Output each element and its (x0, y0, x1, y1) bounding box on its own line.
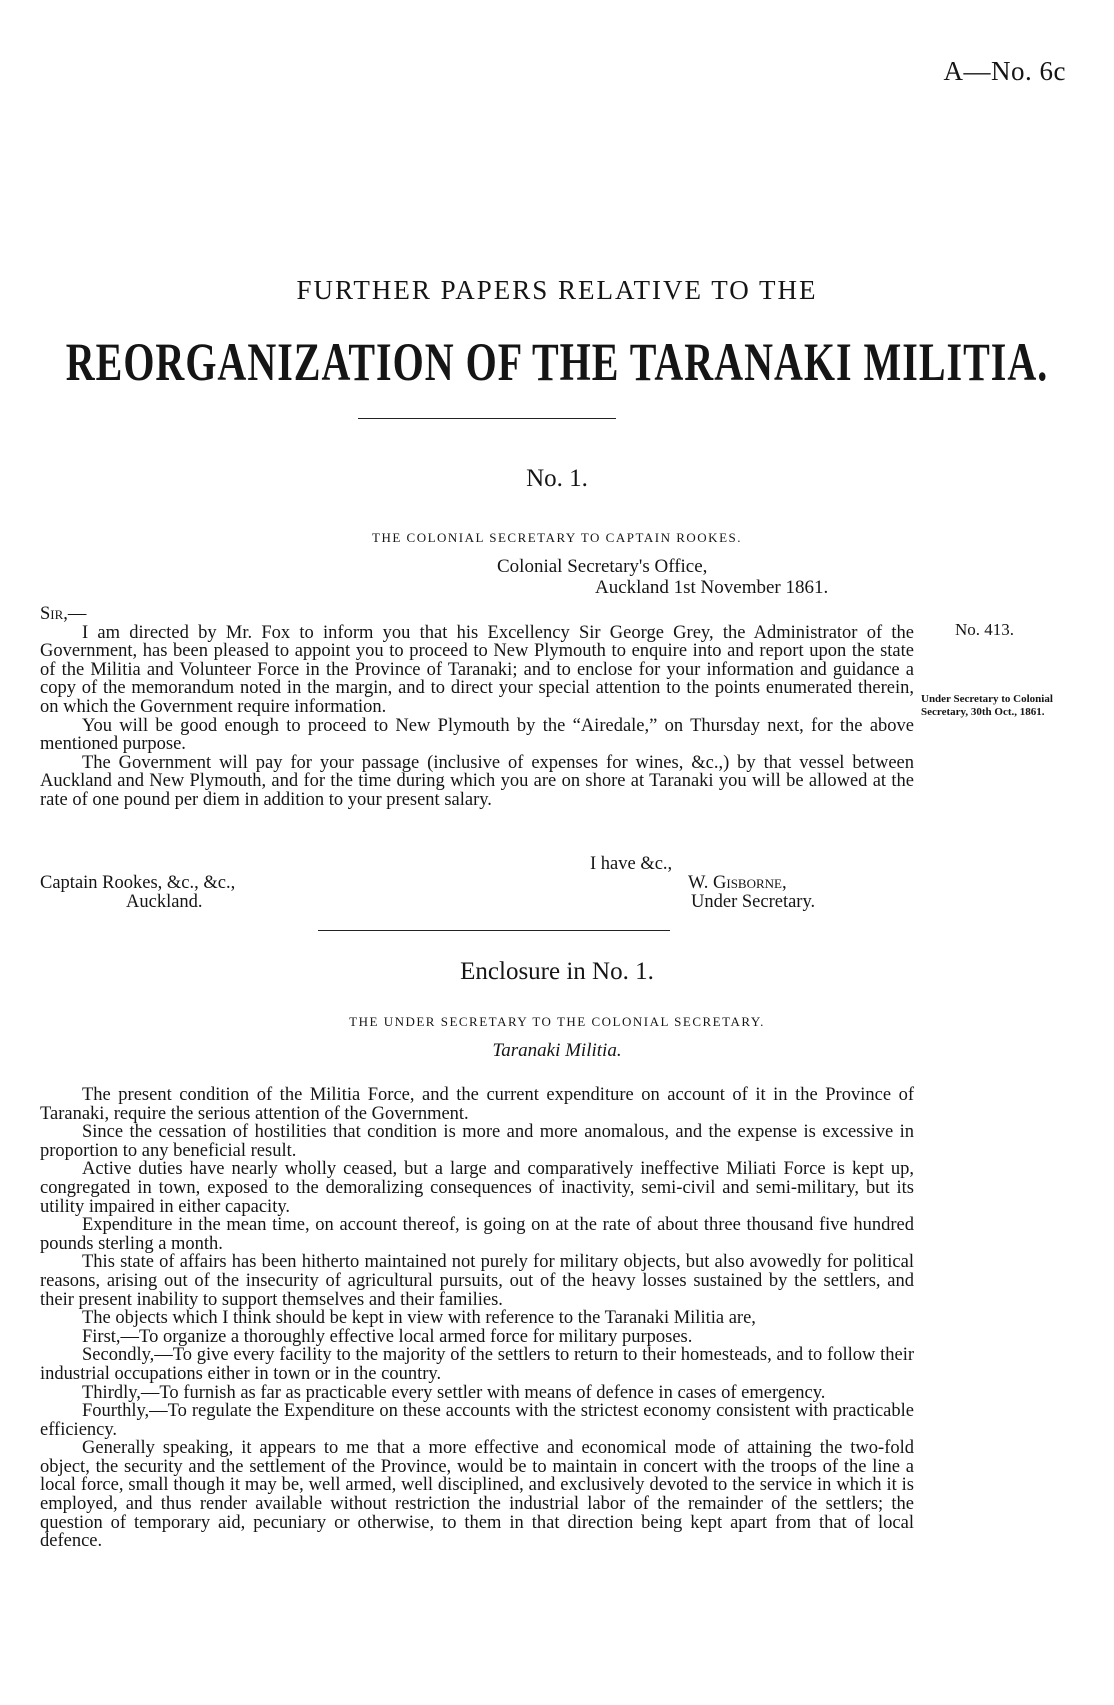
divider-middle (318, 930, 670, 931)
letter-paragraph: The Government will pay for your passage (inclusive of expenses for wines, &c.,) by that vessel between Auckland and New Plymouth, and for the time during which you are on shore at Taranaki you will be allowed at the rate of one pound per diem in addition to your present salary. (40, 752, 914, 810)
enclosure-title: Enclosure in No. 1. (460, 958, 654, 985)
letter-paragraph: You will be good enough to proceed to New Plymouth by the “Airedale,” on Thursday next, for the above mentioned purpose. (40, 715, 914, 755)
addressee-line-2: Auckland. (126, 892, 203, 912)
office-date: Auckland 1st November 1861. (595, 577, 829, 598)
letter-heading: THE COLONIAL SECRETARY TO CAPTAIN ROOKES. (372, 530, 742, 545)
margin-note-reference: Under Secretary to Colonial Secretary, 30th Oct., 1861. (921, 693, 1053, 718)
enclosure-paragraph: Active duties have nearly wholly ceased, but a large and comparatively ineffective Miliati Force is kept up, congregated in town, exposed to the demoralizing consequences of inactivity, semi-civil and semi-military, but its utility impaired in either capacity. (40, 1159, 914, 1217)
document-number: No. 1. (526, 465, 588, 492)
enclosure-paragraph: Secondly,—To give every facility to the majority of the settlers to return to their homesteads, and to follow their industrial occupations either in town or in the country. (40, 1345, 914, 1384)
closing: I have &c., (590, 854, 673, 874)
addressee (40, 874, 235, 912)
enclosure-paragraph: Thirdly,—To furnish as far as practicable every settler with means of defence in cases of emergency. (82, 1382, 826, 1403)
letter-paragraph: I am directed by Mr. Fox to inform you that his Excellency Sir George Grey, the Administrator of the Government, has been pleased to appoint you to proceed to New Plymouth to enquire into and report upon the state of the Militia and Volunteer Force in the Province of Taranaki; and to enclose for your information and guidance a copy of the memorandum noted in the margin, and to direct your special attention to the points enumerated therein, on which the Government require information. (40, 622, 914, 717)
enclosure-paragraph: First,—To organize a thoroughly effective local armed force for military purposes. (82, 1326, 693, 1347)
enclosure-paragraph: This state of affairs has been hitherto maintained not purely for military objects, but also avowedly for political reasons, arising out of the insecurity of agricultural pursuits, out of the heavy losses sustained by the settlers, and their present inability to support themselves and their families. (40, 1252, 914, 1310)
enclosure-paragraph: Generally speaking, it appears to me that a more effective and economical mode of attaining the two-fold object, the security and the settlement of the Province, would be to maintain in concert with the troops of the line a local force, small though it may be, well armed, well disciplined, and exclusively devoted to the service in which it is employed, and thus render available without restriction the industrial labor of the remainder of the settlers; the question of temporary aid, pecuniary or otherwise, to them in that direction being kept apart from that of local defence. (40, 1438, 914, 1552)
enclosure-paragraph: The present condition of the Militia Force, and the current expenditure on account of it in the Province of Taranaki, require the serious attention of the Government. (40, 1085, 914, 1124)
signature-name: W. Gisborne, (688, 873, 787, 893)
paper-reference: A—No. 6c (943, 56, 1066, 86)
addressee-line-1: Captain Rookes, &c., &c., (40, 873, 236, 893)
enclosure-subject: Taranaki Militia. (492, 1040, 622, 1061)
enclosure-body (40, 1086, 914, 1551)
letter-body (40, 605, 914, 810)
salutation: Sir,— (40, 604, 87, 624)
office-address (497, 556, 828, 598)
signature-title: Under Secretary. (691, 892, 816, 912)
divider-top (358, 418, 616, 419)
enclosure-paragraph: The objects which I think should be kept in view with reference to the Taranaki Militia are, (82, 1308, 756, 1329)
enclosure-paragraph: Since the cessation of hostilities that condition is more and more anomalous, and the expense is excessive in proportion to any beneficial result. (40, 1122, 914, 1161)
enclosure-paragraph: Fourthly,—To regulate the Expenditure on these accounts with the strictest economy consistent with practicable efficiency. (40, 1401, 914, 1440)
title-line-1: FURTHER PAPERS RELATIVE TO THE (296, 275, 818, 305)
enclosure-paragraph: Expenditure in the mean time, on account thereof, is going on at the rate of about three thousand five hundred pounds sterling a month. (40, 1215, 914, 1254)
office-line-1: Colonial Secretary's Office, (497, 556, 708, 577)
page-title: REORGANIZATION OF THE TARANAKI MILITIA. (65, 331, 1049, 393)
signature-block (593, 874, 815, 912)
margin-note-number: No. 413. (955, 620, 1015, 639)
enclosure-heading: THE UNDER SECRETARY TO THE COLONIAL SECRETARY. (349, 1014, 765, 1029)
